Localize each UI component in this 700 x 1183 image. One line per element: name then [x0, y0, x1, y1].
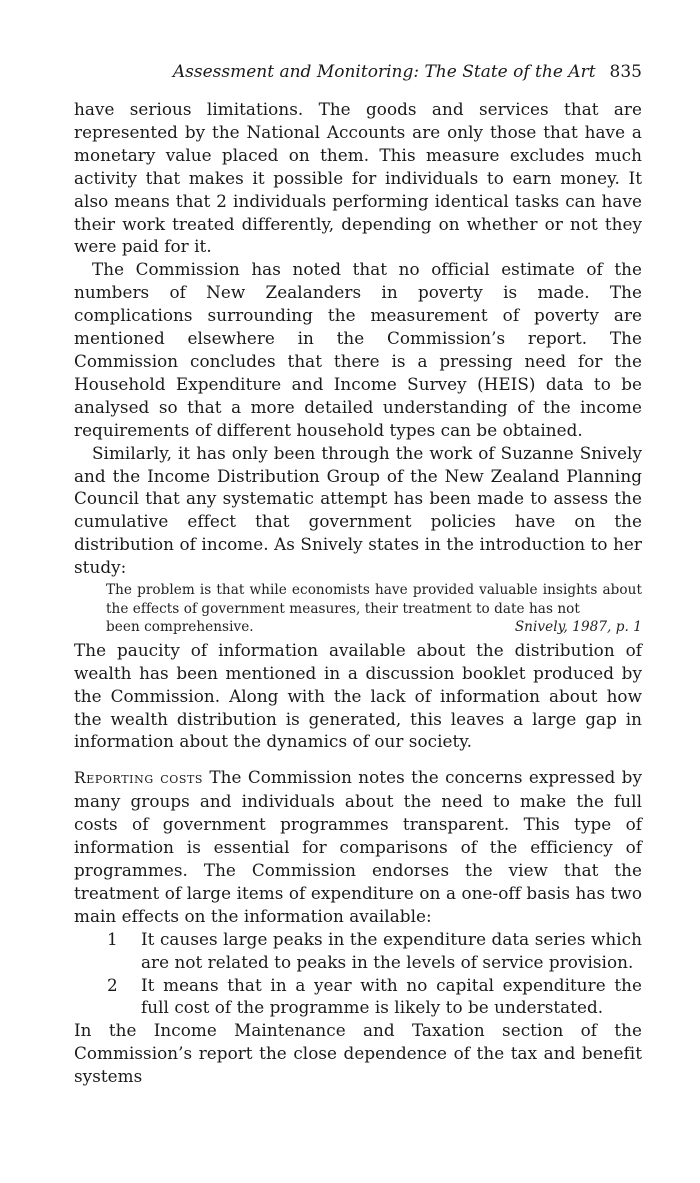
quote-citation: Snively, 1987, p. 1	[514, 619, 642, 636]
block-quote	[106, 581, 642, 637]
running-head-title: Assessment and Monitoring: The State of the Art	[172, 62, 596, 82]
list-item	[107, 928, 642, 974]
paragraph-5	[74, 766, 642, 927]
page-number: 835	[609, 62, 642, 82]
quote-text-end: been comprehensive.	[106, 619, 254, 636]
list-item	[107, 974, 642, 1020]
quote-text: The problem is that while economists have provided valuable insights about the effects of government measures, their treatment to date has not	[106, 582, 642, 617]
list-item-text: It causes large peaks in the expenditure data series which are not related to peaks in the levels of service provision.	[141, 928, 642, 972]
section-gap	[74, 753, 642, 766]
paragraph-6: In the Income Maintenance and Taxation section of the Commission’s report the close dependence of the tax and benefit systems	[74, 1020, 642, 1087]
quote-cite-line	[106, 618, 642, 637]
paragraph-1: have serious limitations. The goods and services that are represented by the National Accounts are only those that have a monetary value placed on them. This measure excludes much activity that makes it possible for individuals to earn money. It also means that 2 individuals performing identical tasks can have their work treated differently, depending on whether or not they were paid for it.	[74, 99, 642, 257]
paragraph-5-text: The Commission notes the concerns expressed by many groups and individuals about the need to make the full costs of government programmes transparent. This type of information is essential for comparisons of the efficiency of programmes. The Commission endorses the view that the treatment of large items of expenditure on a one-off basis has two main effects on the information available:	[74, 767, 642, 926]
paragraph-2: The Commission has noted that no official estimate of the numbers of New Zealanders in poverty is made. The complications surrounding the measurement of poverty are mentioned elsewhere in the Commission’s report. The Commission concludes that there is a pressing need for the Household Expenditure and Income Survey (HEIS) data to be analysed so that a more detailed understanding of the income requirements of different household types can be obtained.	[74, 259, 642, 440]
numbered-list	[74, 928, 642, 1020]
running-head	[74, 60, 642, 84]
list-item-text: It means that in a year with no capital expenditure the full cost of the programme is likely to be understated.	[141, 974, 642, 1018]
paragraph-4: The paucity of information available about the distribution of wealth has been mentioned in a discussion booklet produced by the Commission. Along with the lack of information about how the wealth distribution is generated, this leaves a large gap in information about the dynamics of our society.	[74, 639, 642, 752]
section-heading-reporting-costs: Reporting costs	[74, 769, 204, 788]
body-text	[74, 98, 642, 1088]
document-page	[74, 60, 642, 1088]
paragraph-3: Similarly, it has only been through the work of Suzanne Snively and the Income Distribution Group of the New Zealand Planning Council that any systematic attempt has been made to assess the cumulative effect that government policies have on the distribution of income. As Snively states in the introduction to her study:	[74, 442, 642, 578]
list-item-number: 2	[107, 974, 118, 995]
list-item-number: 1	[107, 928, 118, 949]
